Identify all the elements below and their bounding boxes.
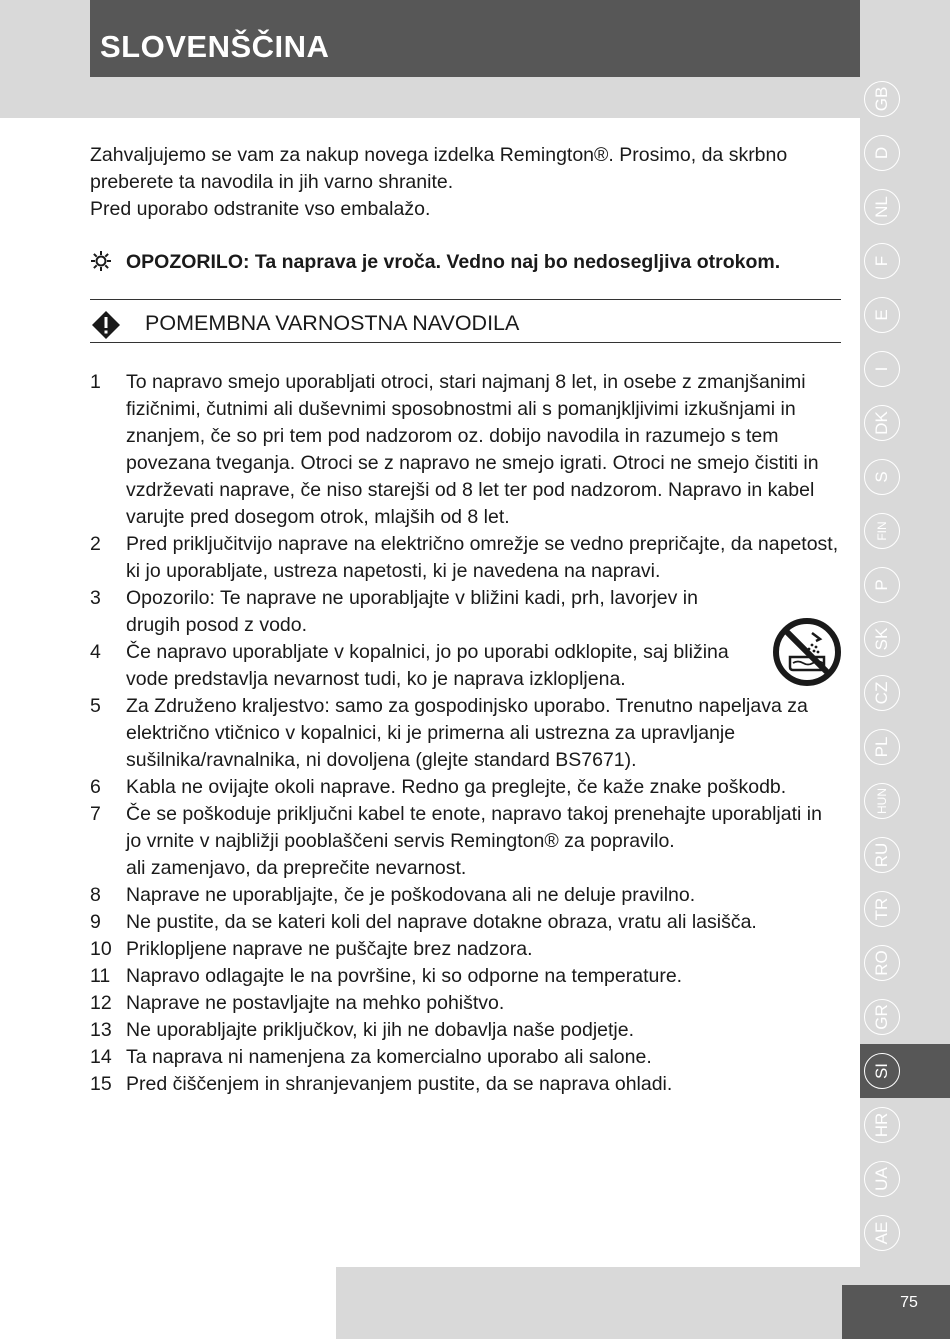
lang-tab-label: DK (872, 411, 891, 435)
list-item-number: 12 (90, 992, 112, 1014)
list-item (90, 1044, 842, 1071)
lang-tab-label: RO (872, 950, 891, 976)
lang-tab-label: GR (872, 1004, 891, 1030)
list-item (90, 909, 842, 936)
list-item-text: Ne pustite, da se kateri koli del naprave dotakne obraza, vratu ali lasišča. (126, 911, 757, 933)
list-item (90, 585, 842, 639)
list-item-text: Napravo odlagajte le na površine, ki so odporne na temperature. (126, 965, 683, 987)
warning-diamond-icon (92, 311, 120, 339)
lang-tab-label: SK (872, 627, 891, 651)
list-item-number: 10 (90, 938, 112, 960)
lang-tab-tr[interactable] (860, 882, 950, 936)
list-item-number: 7 (90, 803, 101, 825)
lang-tab-e[interactable] (860, 288, 950, 342)
list-item-number: 11 (90, 965, 111, 987)
list-item-number: 13 (90, 1019, 112, 1041)
lang-tab-gr[interactable] (860, 990, 950, 1044)
list-item-number: 14 (90, 1046, 112, 1068)
list-item-text: Za Združeno kraljestvo: samo za gospodinjsko uporabo. Trenutno napeljava za električno vtičnico v kopalnici, ki je primerna ali ustrezna za upravljanje sušilnika/ravnalnika, ni dovoljena (glejte standard BS7671). (126, 695, 808, 771)
list-item (90, 963, 842, 990)
lang-tab-gb[interactable] (860, 72, 950, 126)
intro-paragraph: Zahvaljujemo se vam za nakup novega izdelka Remington®. Prosimo, da skrbno preberete ta navodila in jih varno shranite. (90, 144, 788, 193)
lang-tab-hr[interactable] (860, 1098, 950, 1152)
lang-tab-label: UA (872, 1167, 891, 1191)
lang-tab-nl[interactable] (860, 180, 950, 234)
safety-list (90, 369, 842, 1098)
lang-tab-label: NL (872, 196, 891, 218)
lang-tab-ro[interactable] (860, 936, 950, 990)
page-number-box (842, 1285, 950, 1339)
list-item-number: 4 (90, 641, 101, 663)
lang-tab-pl[interactable] (860, 720, 950, 774)
list-item-number: 2 (90, 533, 101, 555)
lang-tab-label: GB (872, 86, 891, 112)
list-item-text: To napravo smejo uporabljati otroci, stari najmanj 8 let, in osebe z zmanjšanimi fizičnimi, čutnimi ali duševnimi sposobnostmi ali s pomanjkljivimi izkušnjami in znanjem, če so pri tem pod nadzorom oz. dobijo navodila in razumejo s tem povezana tveganja. Otroci se z napravo ne smejo igrati. Otroci ne smejo čistiti in vzdrževati naprave, če niso starejši od 8 let ter pod nadzorom. Napravo in kabel varujte pred dosegom otrok, mlajših od 8 let. (126, 371, 819, 528)
lang-tab-label: S (872, 471, 891, 483)
lang-tab-label: I (872, 366, 891, 372)
lang-tab-label: D (872, 146, 891, 160)
list-item (90, 774, 842, 801)
list-item-subtext: ali zamenjavo, da preprečite nevarnost. (126, 857, 467, 879)
list-item (90, 882, 842, 909)
list-item (90, 990, 842, 1017)
list-item-number: 9 (90, 911, 101, 933)
list-item (90, 639, 842, 693)
lang-tab-fin[interactable] (860, 504, 950, 558)
list-item-text: Če se poškoduje priključni kabel te enote, napravo takoj prenehajte uporabljati in jo vrnite v najbližji pooblaščeni servis Remington® za popravilo. (126, 803, 822, 852)
list-item-text: Če napravo uporabljate v kopalnici, jo po uporabi odklopite, saj bližina vode predstavlja nevarnost tudi, ko je naprava izklopljena. (126, 641, 729, 690)
list-item-text: Pred priključitvijo naprave na električno omrežje se vedno prepričajte, da napetost, ki jo uporabljate, ustreza napetosti, ki je navedena na napravi. (126, 533, 839, 582)
hot-warning-text: OPOZORILO: Ta naprava je vroča. Vedno naj bo nedosegljiva otrokom. (126, 251, 781, 273)
lang-tab-label: PL (872, 736, 891, 758)
list-item-text: Ne uporabljajte priključkov, ki jih ne dobavlja naše podjetje. (126, 1019, 635, 1041)
list-item-text: Naprave ne uporabljajte, če je poškodovana ali ne deluje pravilno. (126, 884, 696, 906)
lang-tab-ru[interactable] (860, 828, 950, 882)
lang-tab-label: P (872, 579, 891, 591)
list-item-number: 1 (90, 371, 101, 393)
lang-tab-label: E (872, 309, 891, 321)
list-item-text: Pred čiščenjem in shranjevanjem pustite, da se naprava ohladi. (126, 1073, 673, 1095)
list-item (90, 531, 842, 585)
list-item (90, 1017, 842, 1044)
lang-tab-si[interactable] (860, 1044, 950, 1098)
list-item-number: 5 (90, 695, 101, 717)
intro (90, 142, 850, 223)
list-item-number: 15 (90, 1073, 112, 1095)
lang-tab-ua[interactable] (860, 1152, 950, 1206)
hot-warning (90, 249, 850, 276)
list-item (90, 693, 842, 774)
lang-tab-label: HR (872, 1112, 891, 1138)
list-item (90, 1071, 842, 1098)
lang-tab-dk[interactable] (860, 396, 950, 450)
list-item (90, 936, 842, 963)
lang-tab-s[interactable] (860, 450, 950, 504)
list-item-number: 8 (90, 884, 101, 906)
lang-tab-hun[interactable] (860, 774, 950, 828)
header-bar (90, 0, 860, 77)
list-item-text: Opozorilo: Te naprave ne uporabljajte v bližini kadi, prh, lavorjev in drugih posod z vodo. (126, 587, 698, 636)
lang-tab-ae[interactable] (860, 1206, 950, 1260)
lang-tab-label: CZ (872, 681, 891, 705)
list-item-number: 6 (90, 776, 101, 798)
list-item-text: Naprave ne postavljajte na mehko pohištvo. (126, 992, 505, 1014)
lang-tab-label: SI (872, 1062, 891, 1080)
list-item-text: Ta naprava ni namenjena za komercialno uporabo ali salone. (126, 1046, 652, 1068)
section-title: POMEMBNA VARNOSTNA NAVODILA (145, 311, 520, 335)
intro-paragraph: Pred uporabo odstranite vso embalažo. (90, 198, 431, 220)
lang-tab-i[interactable] (860, 342, 950, 396)
lang-tab-label: AE (872, 1221, 891, 1245)
list-item-number: 3 (90, 587, 101, 609)
lang-tab-label: RU (872, 842, 891, 868)
lang-tab-label: FIN (875, 521, 889, 541)
lang-tab-label: F (872, 255, 891, 267)
lang-tab-cz[interactable] (860, 666, 950, 720)
lang-tab-label: HUN (875, 788, 889, 814)
list-item (90, 801, 842, 882)
list-item (90, 369, 842, 531)
lang-tab-f[interactable] (860, 234, 950, 288)
sun-icon (90, 249, 126, 276)
page-title: SLOVENŠČINA (100, 29, 330, 64)
no-water-icon (772, 617, 842, 687)
divider (90, 342, 841, 343)
list-item-text: Kabla ne ovijajte okoli naprave. Redno ga preglejte, če kaže znake poškodb. (126, 776, 787, 798)
list-item-text: Priklopljene naprave ne puščajte brez nadzora. (126, 938, 533, 960)
lang-tab-label: TR (872, 897, 891, 921)
lang-tab-p[interactable] (860, 558, 950, 612)
lang-tab-sk[interactable] (860, 612, 950, 666)
lang-tab-d[interactable] (860, 126, 950, 180)
divider (90, 299, 841, 300)
page-number: 75 (900, 1294, 918, 1311)
